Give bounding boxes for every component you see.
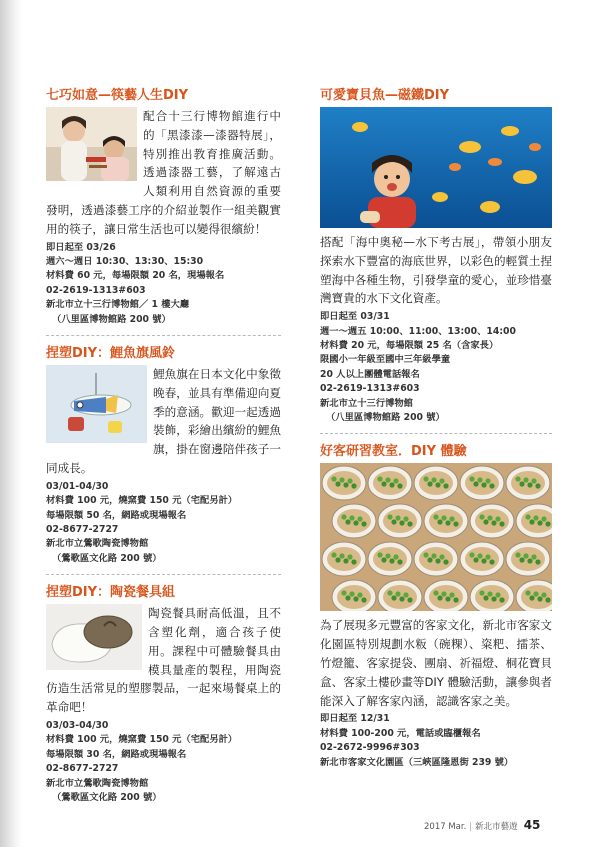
section-divider [320,433,552,434]
left-column [46,88,281,805]
info-fee: 材料費 100 元，燒窯費 150 元（宅配另計） [46,734,238,746]
section-body: 陶瓷餐具耐高低溫，且不含塑化劑，適合孩子使用。課程中可體驗餐具由模具量產的製程，用陶瓷仿造生活常見的塑膠製品，一起來場餐桌上的革命吧！ [46,606,281,715]
section-body: 為了展現多元豐富的客家文化，新北市客家文化園區特別規劃水粄（碗粿）、粢粑、擂茶、竹燈籠、客家提袋、團扇、祈福燈、桐花寶貝盒、客家土樓砂畫等DIY 體驗活動，讓參與者能深入了解客家內涵，認識客家之美。 [320,618,552,708]
aquarium-child-photo [320,107,552,228]
section-hakka-diy [320,444,552,770]
info-venue: 新北市立十三行博物館 [320,397,413,409]
info-eligibility: 限國小一年級至國中三年級學童 [320,354,451,366]
chopsticks-workshop-photo [46,107,137,181]
info-address: （鶯歌區文化路 200 號） [52,552,162,564]
section-chopsticks [46,88,281,327]
info-phone: 02-2672-9996#303 [320,742,420,754]
section-title: 好客研習教室．DIY 體驗 [320,444,467,460]
info-block [46,719,281,805]
info-address: （鶯歌區文化路 200 號） [52,792,162,804]
section-body: 搭配「海中奧秘—水下考古展」，帶領小朋友探索水下豐富的海底世界，以彩色的輕質土捏塑海中各種生物，引發學童的愛心，並珍惜臺灣寶貴的水下文化資產。 [320,235,552,306]
info-phone: 02-2619-1313#603 [320,383,420,395]
info-address: （八里區博物館路 200 號） [52,313,171,325]
info-date: 即日起至 03/31 [320,311,390,323]
issue-date: 2017 Mar. [424,822,467,832]
footer-separator: | [469,822,473,832]
section-title: 捏塑DIY：陶瓷餐具組 [46,585,176,601]
info-fee: 材料費 100-200 元，電話或臨櫃報名 [320,727,481,739]
info-date: 即日起至 12/31 [320,713,390,725]
info-venue: 新北市立鶯歌陶瓷博物館 [46,777,149,789]
info-date: 03/01-04/30 [46,480,109,492]
info-address: （八里區博物館路 200 號） [326,412,445,424]
section-body: 配合十三行博物館進行中的「黑漆漆—漆器特展」，特別推出教育推廣活動。透過漆器工藝，了解遠古人類利用自然資源的重要發明，透過漆藝工序的介紹並製作一組美觀實用的筷子，讓日常生活也可以變得很繽紛！ [46,109,281,236]
section-title: 可愛寶貝魚—磁鐵DIY [320,88,450,103]
magazine-name: 新北市藝遊 [475,822,518,832]
info-block [46,241,281,327]
section-title: 捏塑DIY：鯉魚旗風鈴 [46,346,176,362]
info-phone: 02-2619-1313#603 [46,284,146,296]
section-ceramic-tableware [46,585,281,805]
info-quota: 每場限額 50 名，網路或現場報名 [46,509,187,521]
info-fee: 材料費 60 元，每場限額 20 名，現場報名 [46,270,225,282]
info-venue: 新北市立十三行博物館／ 1 樓大廳 [46,299,190,311]
right-column [320,88,552,770]
section-body: 鯉魚旗在日本文化中象徵晚春，並具有準備迎向夏季的意涵。歡迎一起透過裝飾，彩繪出繽紛的鯉魚旗，掛在窗邊陪伴孩子一同成長。 [46,367,281,475]
section-carp-chime [46,346,281,566]
info-block [46,480,281,566]
section-divider [46,335,281,336]
page-footer [424,818,540,832]
info-quota: 每場限額 30 名，網路或現場報名 [46,748,187,760]
page-number: 45 [523,818,541,832]
section-title: 七巧如意—筷藝人生DIY [46,88,189,103]
info-time: 週六～週日 10:30、13:30、15:30 [46,255,204,267]
section-divider [46,574,281,575]
info-date: 即日起至 03/26 [46,241,116,253]
info-group-booking: 20 人以上團體電話報名 [320,368,420,380]
hakka-rice-cakes-photo [320,463,552,611]
info-time: 週一～週五 10:00、11:00、13:00、14:00 [320,325,516,337]
info-block [320,712,552,770]
info-phone: 02-8677-2727 [46,524,119,536]
info-fee: 材料費 20 元，每場限額 25 名（含家長） [320,340,499,351]
page-spine-shadow [0,0,22,847]
info-venue: 新北市立鶯歌陶瓷博物館 [46,538,149,550]
info-phone: 02-8677-2727 [46,763,119,775]
info-venue: 新北市客家文化園區（三峽區隆恩街 239 號） [320,756,514,768]
info-date: 03/03-04/30 [46,720,109,732]
info-block [320,310,552,425]
section-cute-fish [320,88,552,425]
info-fee: 材料費 100 元，燒窯費 150 元（宅配另計） [46,495,238,507]
ceramic-tableware-photo [46,604,142,670]
carp-wind-chime-photo [46,365,147,443]
